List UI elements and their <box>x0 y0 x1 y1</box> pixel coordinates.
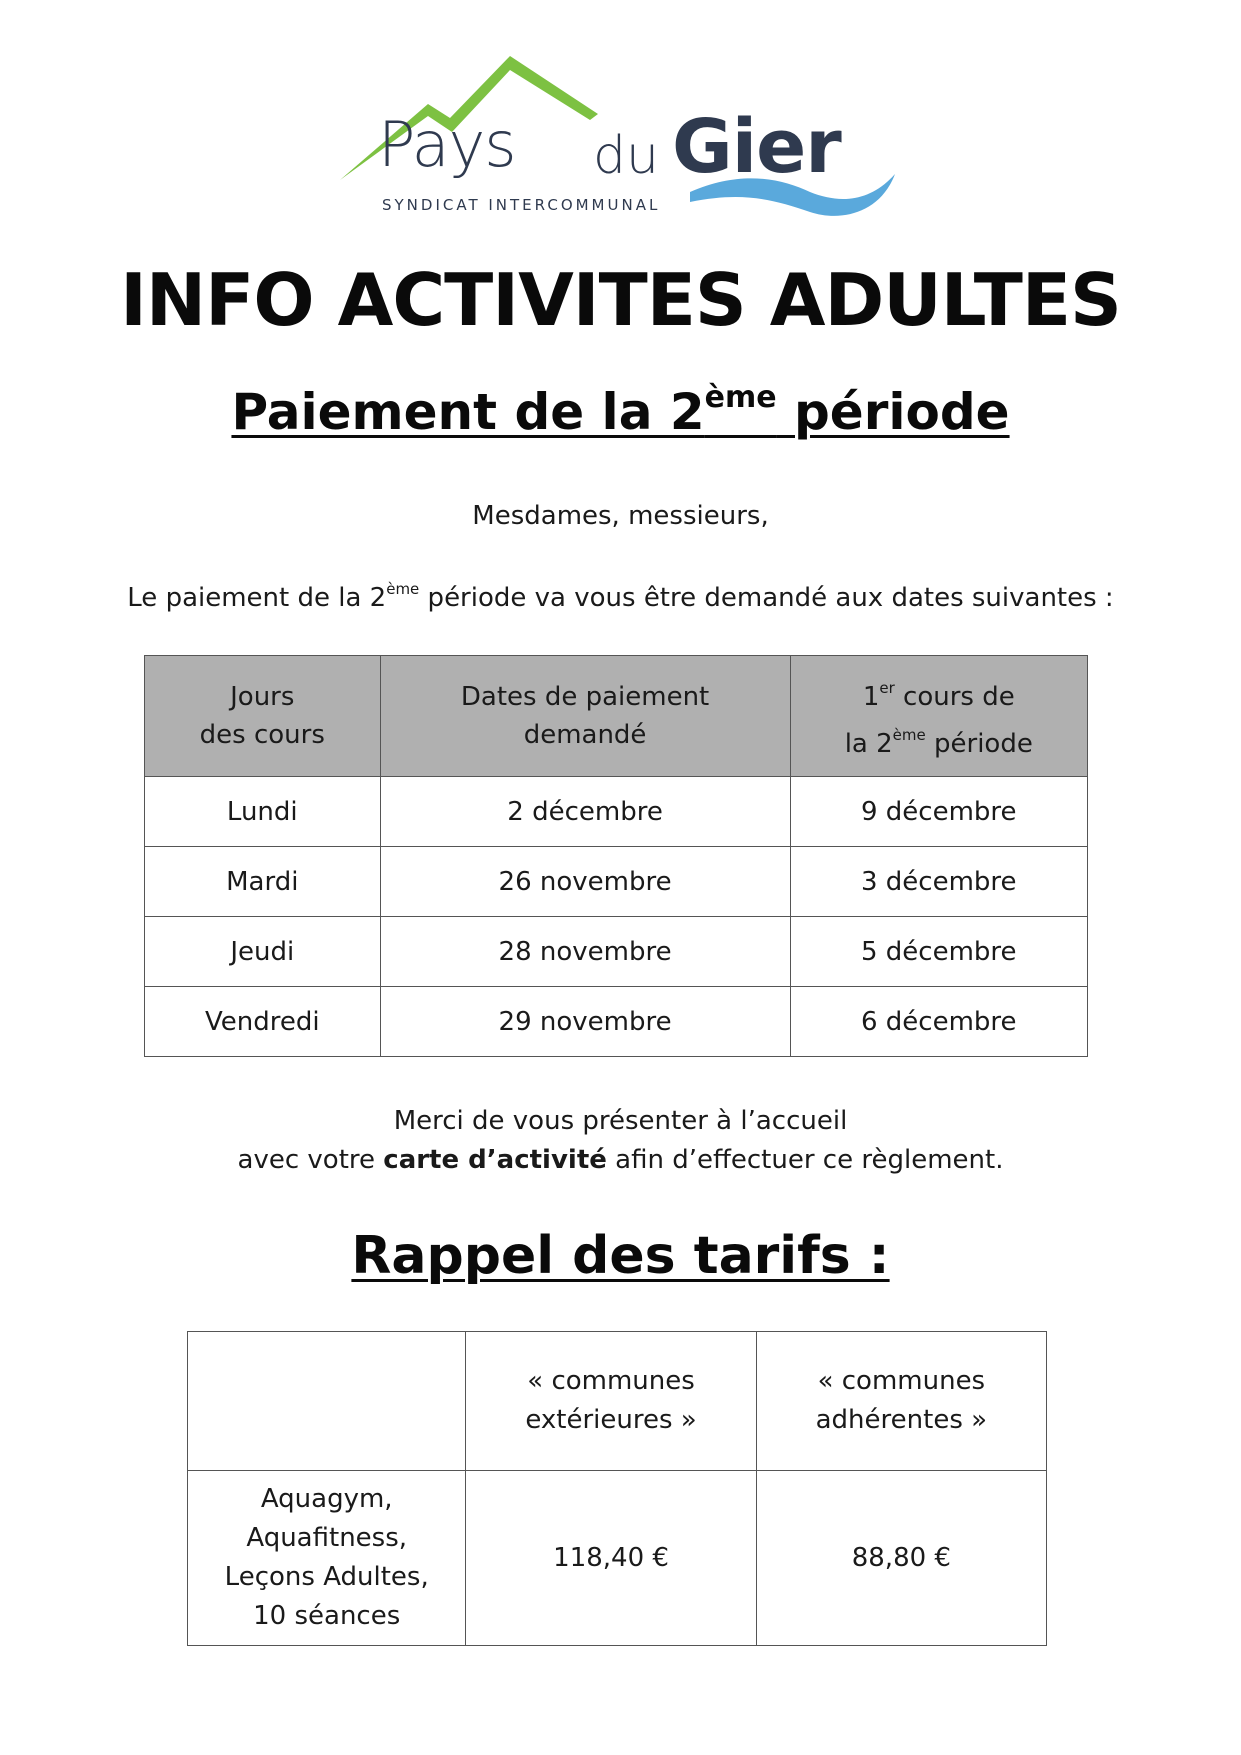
table-header-row <box>145 656 1088 777</box>
cell-first-course: 6 décembre <box>790 987 1087 1057</box>
cell-day: Mardi <box>145 847 381 917</box>
cell-first-course: 9 décembre <box>790 777 1087 847</box>
logo-subtitle: SYNDICAT INTERCOMMUNAL <box>382 196 661 214</box>
intro-text: Le paiement de la 2ème période va vous être demandé aux dates suivantes : <box>127 580 1114 613</box>
cell-payment-date: 28 novembre <box>380 917 790 987</box>
greeting: Mesdames, messieurs, <box>472 501 769 531</box>
table-row <box>145 847 1088 917</box>
table-row <box>145 777 1088 847</box>
logo-text-pays: Pays <box>378 108 516 181</box>
header-first-course: 1er cours de la 2ème période <box>790 656 1087 777</box>
page-title: INFO ACTIVITES ADULTES <box>120 258 1121 342</box>
table-row <box>188 1471 1047 1646</box>
table-header-row <box>188 1332 1047 1471</box>
logo-text-gier: Gier <box>672 104 841 190</box>
cell-day: Vendredi <box>145 987 381 1057</box>
cell-payment-date: 29 novembre <box>380 987 790 1057</box>
header-days: Jours des cours <box>145 656 381 777</box>
thanks-text: Merci de vous présenter à l’accueil avec votre carte d’activité afin d’effectuer ce règlement. <box>237 1106 1004 1175</box>
cell-day: Jeudi <box>145 917 381 987</box>
cell-activity-label: Aquagym, Aquafitness, Leçons Adultes, 10 séances <box>188 1471 466 1646</box>
section-title-payment: Paiement de la 2ème période <box>231 380 1010 441</box>
cell-first-course: 5 décembre <box>790 917 1087 987</box>
section-title-tarifs: Rappel des tarifs : <box>351 1226 890 1286</box>
cell-day: Lundi <box>145 777 381 847</box>
tarifs-table <box>187 1331 1047 1646</box>
table-row <box>145 987 1088 1057</box>
logo-text-du: du <box>593 126 659 186</box>
table-row <box>145 917 1088 987</box>
cell-first-course: 3 décembre <box>790 847 1087 917</box>
cell-price-adherentes: 88,80 € <box>756 1471 1046 1646</box>
payment-schedule-table <box>144 655 1088 1057</box>
header-exterieures: « communes extérieures » <box>466 1332 756 1471</box>
cell-payment-date: 26 novembre <box>380 847 790 917</box>
cell-price-exterieures: 118,40 € <box>466 1471 756 1646</box>
header-empty <box>188 1332 466 1471</box>
header-payment-dates: Dates de paiement demandé <box>380 656 790 777</box>
activity-card-emphasis: carte d’activité <box>383 1145 607 1175</box>
cell-payment-date: 2 décembre <box>380 777 790 847</box>
header-adherentes: « communes adhérentes » <box>756 1332 1046 1471</box>
